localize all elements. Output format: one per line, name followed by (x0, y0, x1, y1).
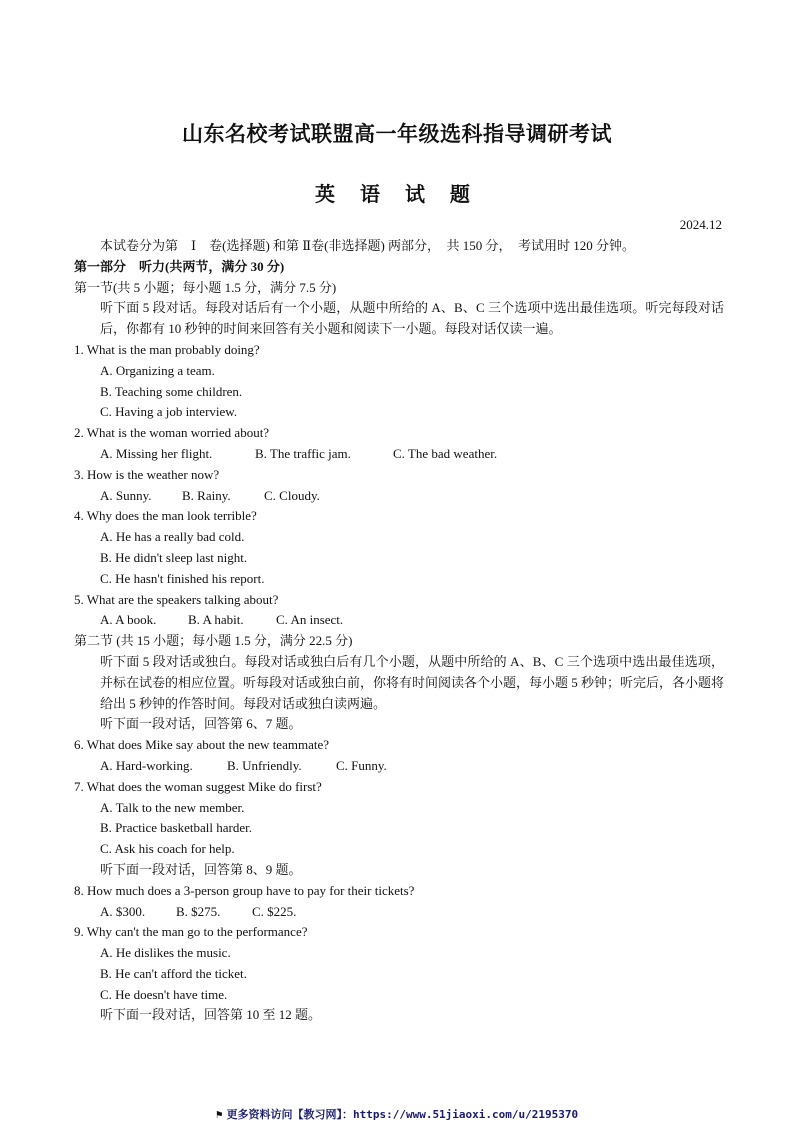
exam-date: 2024.12 (679, 217, 722, 232)
note-6-7: 听下面一段对话，回答第 6、7 题。 (100, 716, 302, 732)
question-4-stem: 4. Why does the man look terrible? (74, 508, 257, 524)
q3-option-b: B. Rainy. (182, 487, 231, 503)
q8-option-a: A. $300. (100, 903, 146, 919)
q4-option-c: C. He hasn't finished his report. (100, 570, 265, 586)
note-8-9: 听下面一段对话，回答第 8、9 题。 (100, 861, 302, 877)
q7-option-b: B. Practice basketball harder. (100, 820, 252, 836)
q9-option-b: B. He can't afford the ticket. (100, 965, 247, 981)
section2-heading: 第二节 (共 15 小题；每小题 1.5 分，满分 22.5 分) (74, 633, 353, 649)
intro-text: 本试卷分为第 Ⅰ 卷(选择题) 和第 Ⅱ卷(非选择题) 两部分， 共 150 分， 考试用时 120 分钟。 (100, 238, 636, 253)
question-7-stem: 7. What does the woman suggest Mike do first? (74, 778, 322, 794)
q8-option-b: B. $275. (176, 903, 221, 919)
exam-subtitle: 英 语 试 题 (315, 182, 479, 206)
exam-title: 山东名校考试联盟高一年级选科指导调研考试 (182, 121, 612, 146)
footer-link[interactable] (0, 1106, 794, 1122)
question-8-stem: 8. How much does a 3-person group have to pay for their tickets? (74, 882, 415, 898)
q7-option-c: C. Ask his coach for help. (100, 841, 235, 857)
q8-option-c: C. $225. (252, 903, 297, 919)
q1-option-a: A. Organizing a team. (100, 362, 215, 378)
q2-option-a: A. Missing her flight. (100, 445, 213, 461)
q6-option-c: C. Funny. (336, 757, 387, 773)
q6-options (74, 756, 724, 777)
q9-option-c: C. He doesn't have time. (100, 986, 228, 1002)
q5-option-c: C. An insect. (276, 612, 344, 628)
q6-option-b: B. Unfriendly. (227, 757, 302, 773)
q3-option-a: A. Sunny. (100, 487, 152, 503)
exam-body (74, 236, 724, 1026)
question-6-stem: 6. What does Mike say about the new teammate? (74, 737, 329, 753)
q7-option-a: A. Talk to the new member. (100, 799, 245, 815)
question-9-stem: 9. Why can't the man go to the performance? (74, 924, 308, 940)
q5-option-a: A. A book. (100, 612, 157, 628)
q2-option-c: C. The bad weather. (393, 445, 498, 461)
question-1-stem: 1. What is the man probably doing? (74, 341, 260, 357)
q6-option-a: A. Hard-working. (100, 757, 193, 773)
q4-option-a: A. He has a really bad cold. (100, 529, 245, 545)
part1-heading: 第一部分 听力(共两节，满分 30 分) (74, 258, 285, 274)
flag-icon: ⚑ (215, 1108, 223, 1121)
q1-option-c: C. Having a job interview. (100, 404, 238, 420)
q4-option-b: B. He didn't sleep last night. (100, 549, 248, 565)
question-5-stem: 5. What are the speakers talking about? (74, 591, 279, 607)
q9-option-a: A. He dislikes the music. (100, 945, 231, 961)
section1-heading: 第一节(共 5 小题；每小题 1.5 分，满分 7.5 分) (74, 279, 337, 295)
q5-options (74, 610, 724, 631)
section1-instruction: 听下面 5 段对话。每段对话后有一个小题，从题中所给的 A、B、C 三个选项中选出最佳选项。听完每段对话后，你都有 10 秒钟的时间来回答有关小题和阅读下一小题。每段对话仅读一遍。 (100, 300, 724, 337)
note-10-12: 听下面一段对话，回答第 10 至 12 题。 (100, 1007, 322, 1023)
q3-options (74, 486, 724, 507)
q8-options (74, 902, 724, 923)
q2-option-b: B. The traffic jam. (255, 445, 351, 461)
q1-option-b: B. Teaching some children. (100, 383, 243, 399)
q5-option-b: B. A habit. (188, 612, 244, 628)
question-3-stem: 3. How is the weather now? (74, 466, 220, 482)
section2-instruction: 听下面 5 段对话或独白。每段对话或独白后有几个小题，从题中所给的 A、B、C 三个选项中选出最佳选项，并标在试卷的相应位置。听每段对话或独白前，你将有时间阅读各个小题，每小题 5 秒钟；听完后，各小题将给出 5 秒钟的作答时间。每段对话或独白读两遍。 (100, 653, 725, 711)
q2-options (74, 444, 724, 465)
question-2-stem: 2. What is the woman worried about? (74, 425, 270, 441)
footer-text[interactable]: 更多资料访问【教习网】：https://www.51jiaoxi.com/u/2195370 (226, 1108, 579, 1121)
q3-option-c: C. Cloudy. (264, 487, 320, 503)
